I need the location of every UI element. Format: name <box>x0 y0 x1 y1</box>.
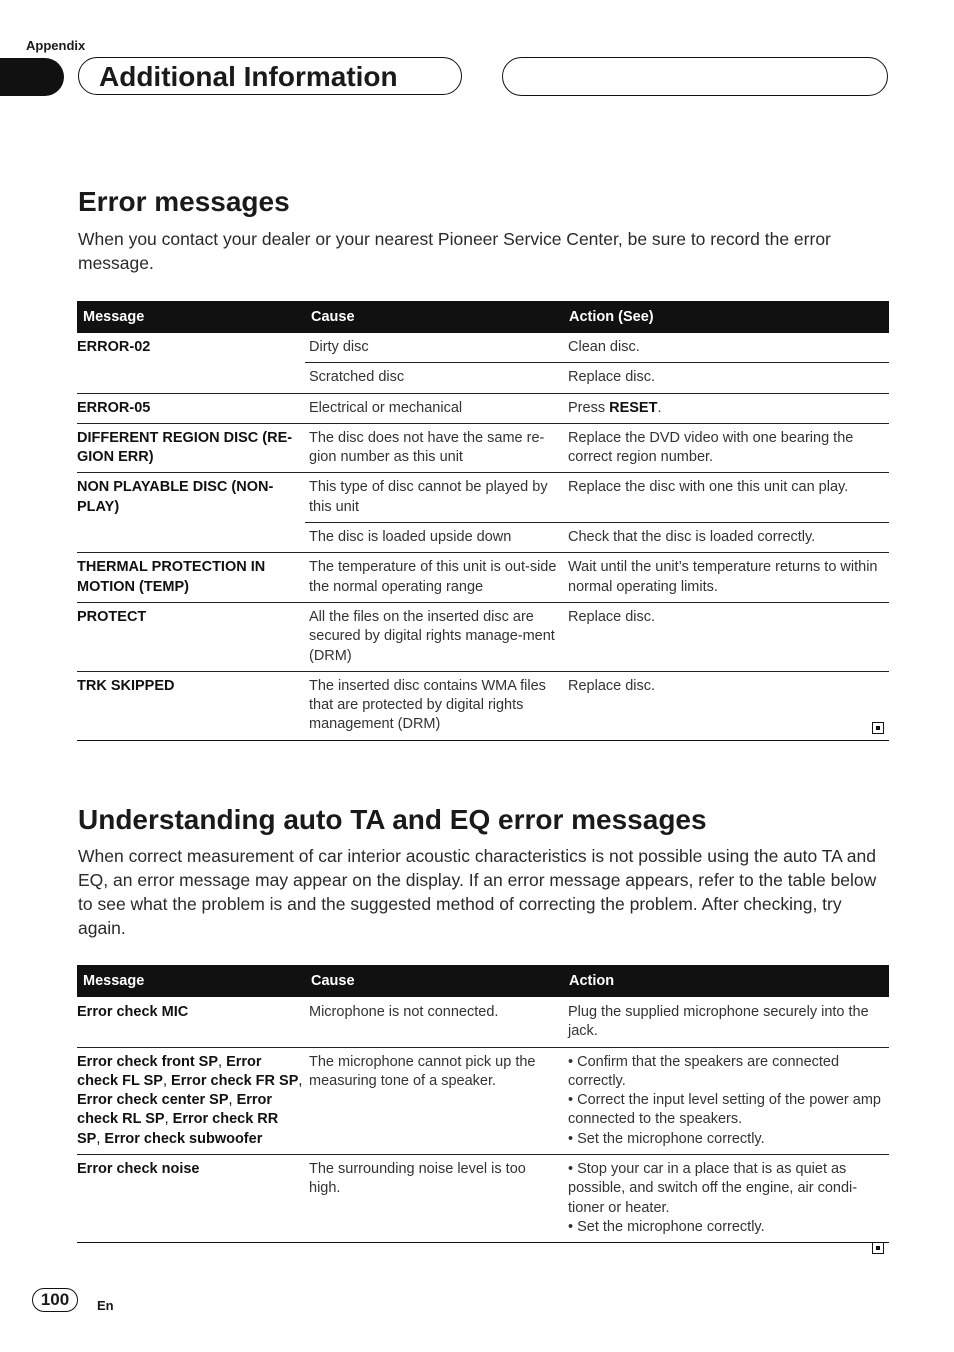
action-cell <box>563 1155 889 1243</box>
table-row <box>77 1155 889 1243</box>
message-part: Error check center SP <box>77 1092 229 1109</box>
column-header: Cause <box>305 965 563 997</box>
cause-cell: Dirty disc <box>305 333 563 363</box>
table-row <box>77 602 889 671</box>
action-cell: Replace the disc with one this unit can play. <box>563 473 889 523</box>
message-cell: Error check MIC <box>77 997 305 1047</box>
message-part: Error check FR SP <box>171 1072 299 1089</box>
action-item: • Stop your car in a place that is as quiet as possible, and switch off the engine, air condi-tioner or heater. <box>568 1161 858 1216</box>
column-header: Cause <box>305 301 563 333</box>
message-part: Error check front SP <box>77 1053 219 1070</box>
message-part: Error check FL SP <box>77 1053 262 1089</box>
cause-cell: The surrounding noise level is too high. <box>305 1155 563 1243</box>
table-row <box>77 333 889 363</box>
section-end-icon <box>872 722 884 734</box>
section-title-pill <box>78 57 462 95</box>
column-header: Action <box>563 965 889 997</box>
message-separator: , <box>228 1092 237 1109</box>
message-cell: NON PLAYABLE DISC (NON-PLAY) <box>77 473 305 553</box>
message-part: Error check RR SP <box>77 1111 279 1147</box>
error-messages-heading: Error messages <box>78 186 290 217</box>
column-header: Action (See) <box>563 301 889 333</box>
cause-cell: The temperature of this unit is out-side the normal operating range <box>305 553 563 603</box>
table-row <box>77 423 889 473</box>
action-cell: Check that the disc is loaded correctly. <box>563 523 889 553</box>
page-number: 100 <box>32 1288 78 1312</box>
action-cell <box>563 1047 889 1154</box>
message-separator: , <box>298 1072 303 1089</box>
cause-cell: Scratched disc <box>305 363 563 393</box>
message-separator: , <box>164 1111 173 1128</box>
error-messages-table <box>77 301 889 741</box>
cause-cell: The microphone cannot pick up the measuring tone of a speaker. <box>305 1047 563 1154</box>
action-item: • Set the microphone correctly. <box>568 1218 765 1235</box>
action-item: • Confirm that the speakers are connected correctly. <box>568 1053 840 1089</box>
message-part: Error check subwoofer <box>104 1130 263 1147</box>
message-cell: THERMAL PROTECTION IN MOTION (TEMP) <box>77 553 305 603</box>
cause-cell: The inserted disc contains WMA files that are protected by digital rights management (DRM) <box>305 671 563 740</box>
action-cell: Replace disc. <box>563 671 889 740</box>
action-cell: Replace the DVD video with one bearing the correct region number. <box>563 423 889 473</box>
table-header-row <box>77 301 889 333</box>
cause-cell: All the files on the inserted disc are secured by digital rights manage-ment (DRM) <box>305 602 563 671</box>
cause-cell: This type of disc cannot be played by this unit <box>305 473 563 523</box>
table-row <box>77 671 889 740</box>
action-text: . <box>657 399 662 416</box>
cause-cell: The disc does not have the same re-gion number as this unit <box>305 423 563 473</box>
message-separator: , <box>162 1072 172 1089</box>
table-header-row <box>77 965 889 997</box>
action-text: Press <box>568 399 610 416</box>
column-header: Message <box>77 965 305 997</box>
message-cell: TRK SKIPPED <box>77 671 305 740</box>
cause-cell: Microphone is not connected. <box>305 997 563 1047</box>
message-cell <box>77 1047 305 1154</box>
action-cell: Wait until the unit’s temperature returns to within normal operating limits. <box>563 553 889 603</box>
language-label: En <box>97 1298 114 1313</box>
table-row <box>77 553 889 603</box>
action-cell <box>563 393 889 423</box>
message-separator: , <box>96 1130 105 1147</box>
empty-header-pill <box>502 57 888 96</box>
table-row <box>77 473 889 523</box>
message-cell: ERROR-02 <box>77 333 305 393</box>
section-title: Additional Information <box>99 61 398 92</box>
message-cell: Error check noise <box>77 1155 305 1243</box>
section-end-icon <box>872 1242 884 1254</box>
table-row <box>77 393 889 423</box>
action-item: • Set the microphone correctly. <box>568 1130 765 1147</box>
action-cell: Replace disc. <box>563 363 889 393</box>
action-cell: Replace disc. <box>563 602 889 671</box>
column-header: Message <box>77 301 305 333</box>
message-cell: ERROR-05 <box>77 393 305 423</box>
action-cell: Clean disc. <box>563 333 889 363</box>
error-messages-intro: When you contact your dealer or your nearest Pioneer Service Center, be sure to record the error message. <box>78 229 831 273</box>
message-part: Error check RL SP <box>77 1092 273 1128</box>
action-cell: Plug the supplied microphone securely into the jack. <box>563 997 889 1047</box>
message-cell: DIFFERENT REGION DISC (RE-GION ERR) <box>77 423 305 473</box>
auto-ta-heading: Understanding auto TA and EQ error messages <box>78 804 707 835</box>
cause-cell: Electrical or mechanical <box>305 393 563 423</box>
auto-ta-table <box>77 965 889 1243</box>
table-row <box>77 1047 889 1154</box>
reset-button-label: RESET <box>609 399 658 416</box>
message-cell: PROTECT <box>77 602 305 671</box>
auto-ta-intro: When correct measurement of car interior acoustic characteristics is not possible using the auto TA and EQ, an error message may appear on the display. If an error message appears, refer to the table below to see what the problem is and the suggested method of correcting the problem. After checking, try again. <box>78 846 877 938</box>
section-tab-marker <box>0 58 64 96</box>
cause-cell: The disc is loaded upside down <box>305 523 563 553</box>
table-row <box>77 997 889 1047</box>
action-item: • Correct the input level setting of the power amp connected to the speakers. <box>568 1092 881 1128</box>
message-separator: , <box>218 1053 227 1070</box>
appendix-label: Appendix <box>26 38 86 53</box>
